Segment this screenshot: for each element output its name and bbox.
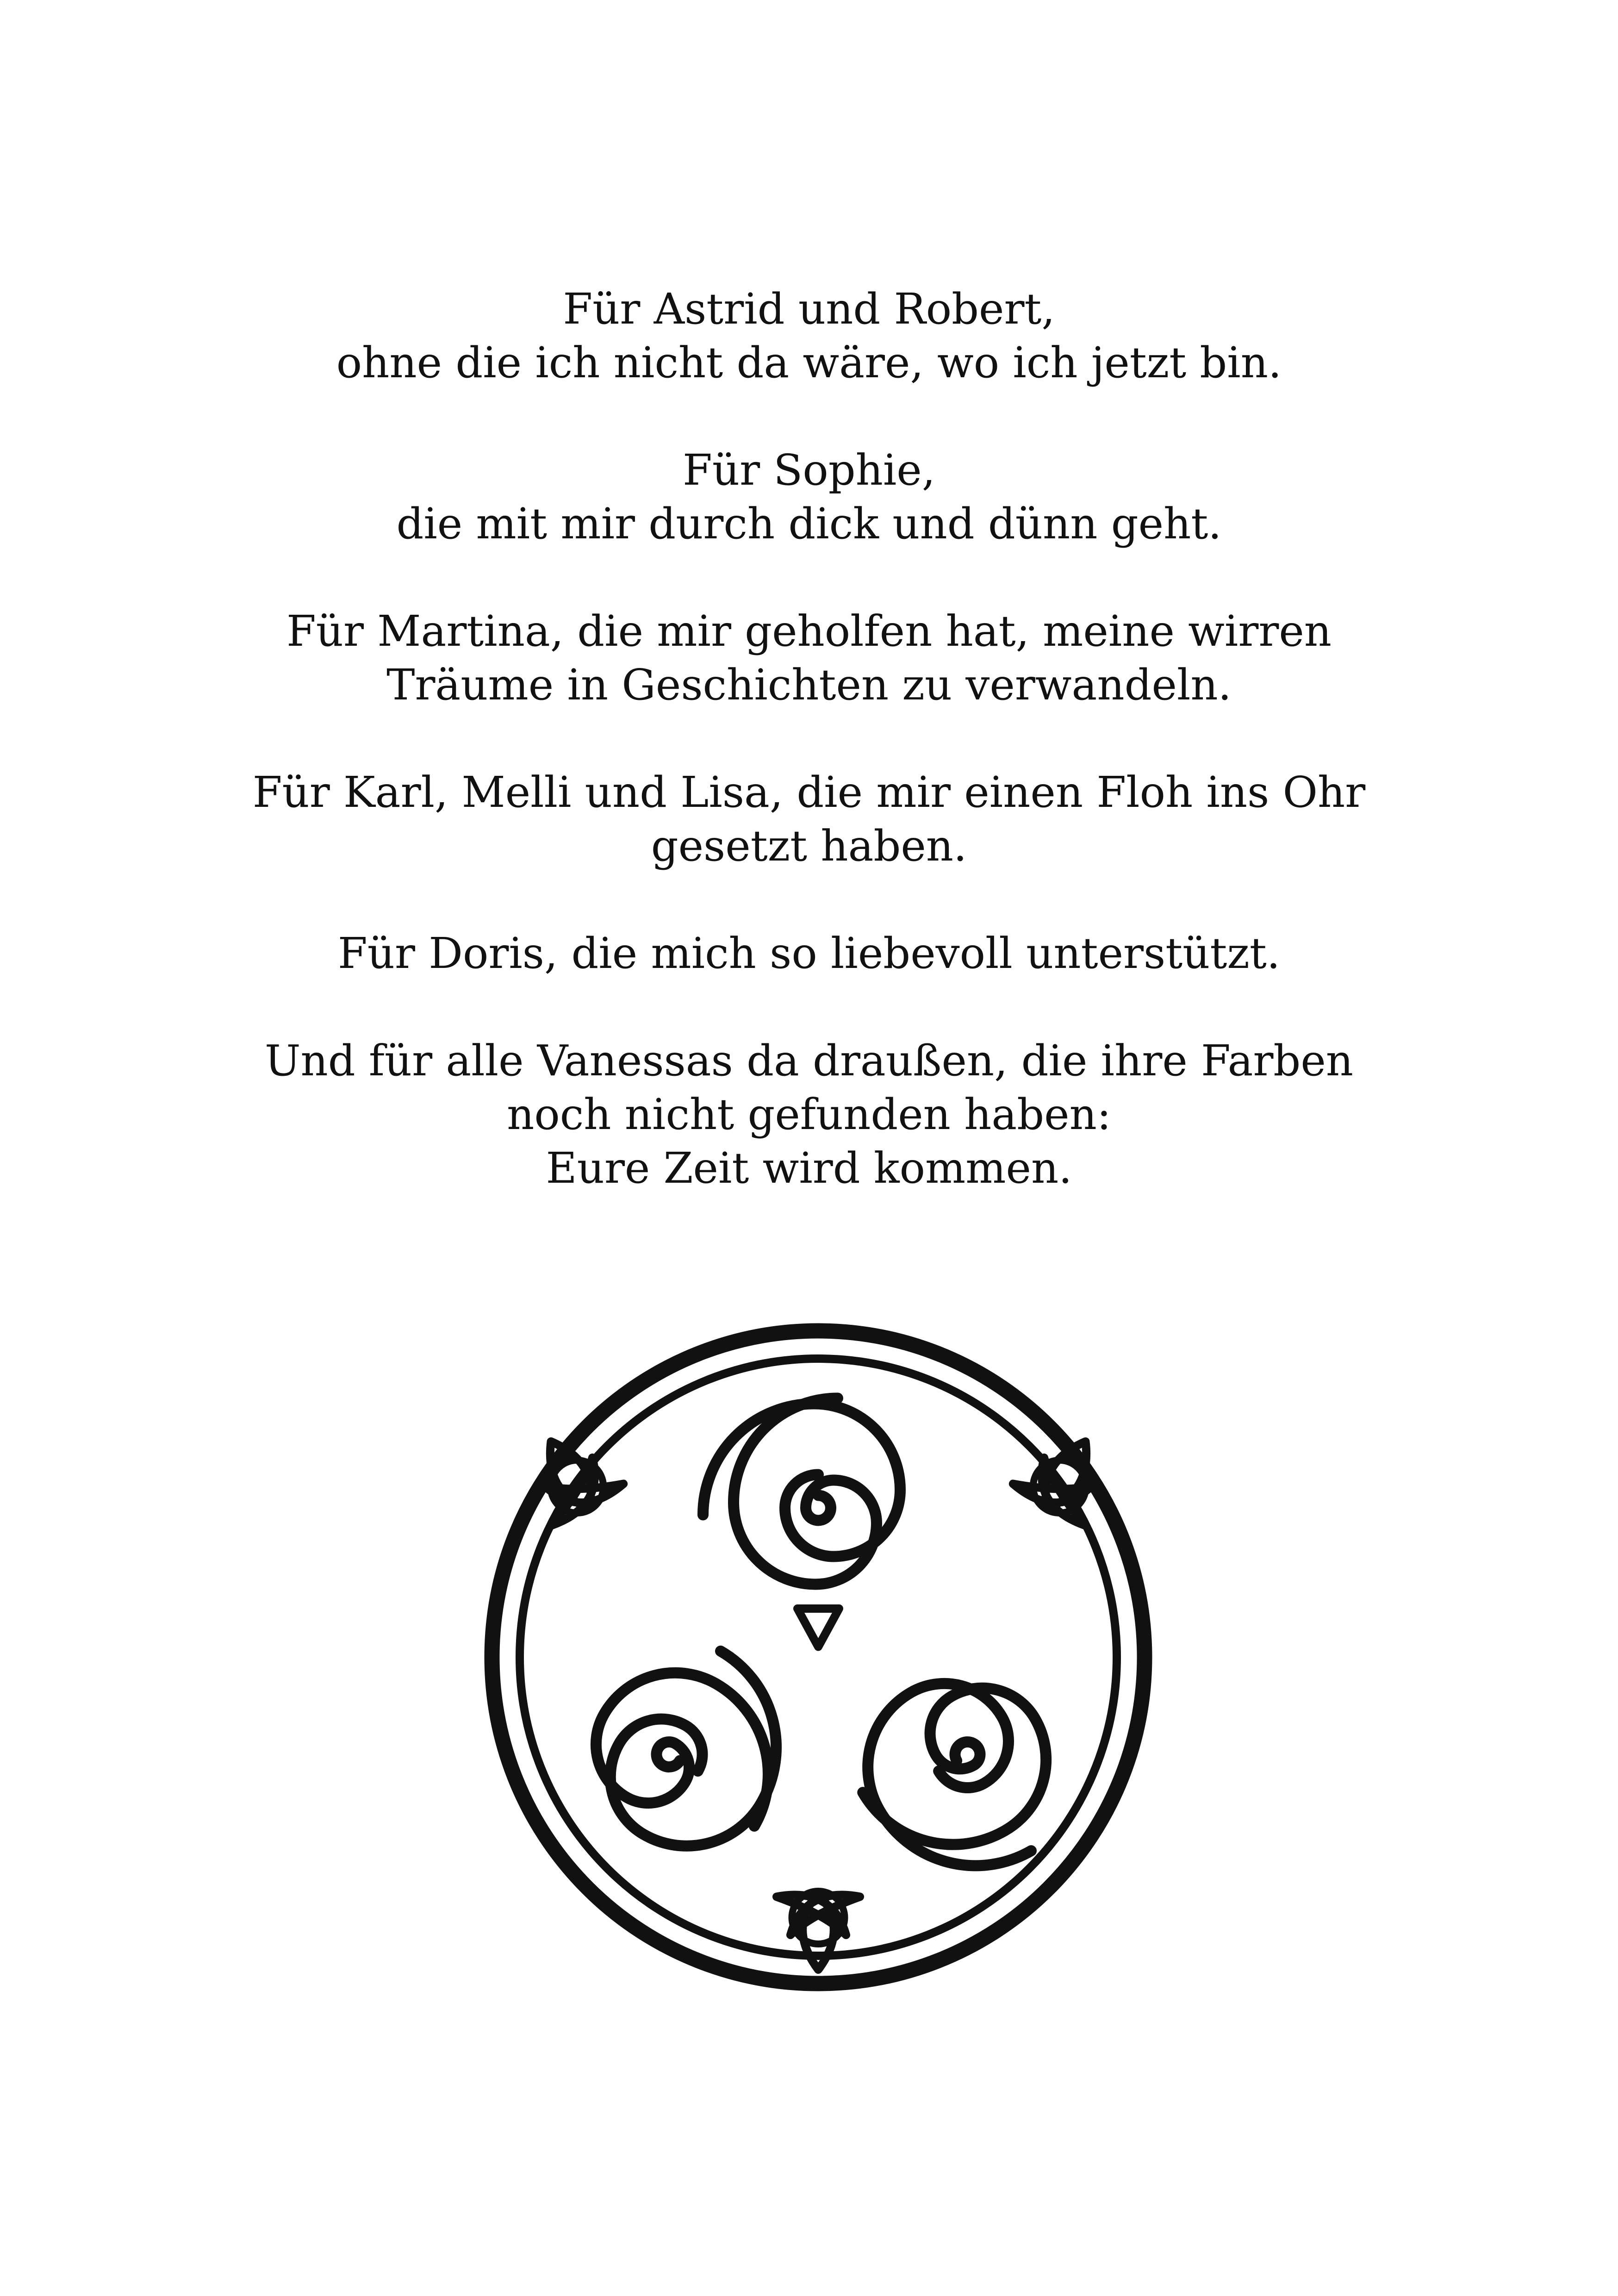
dedication-line: ohne die ich nicht da wäre, wo ich jetzt bin.	[336, 338, 1282, 387]
dedication-line: gesetzt haben.	[651, 821, 967, 871]
dedication-stanza	[0, 443, 1618, 551]
dedication-text	[0, 282, 1618, 1249]
dedication-line: Eure Zeit wird kommen.	[546, 1143, 1072, 1193]
dedication-line: Träume in Geschichten zu verwandeln.	[386, 660, 1232, 710]
celtic-triskele-knot-icon	[471, 1310, 1165, 2004]
dedication-line: Für Doris, die mich so liebevoll unterstützt.	[337, 929, 1281, 978]
dedication-stanza	[0, 605, 1618, 712]
dedication-line: Für Astrid und Robert,	[563, 284, 1055, 334]
dedication-stanza	[0, 1034, 1618, 1195]
dedication-line: Für Sophie,	[683, 445, 935, 495]
dedication-stanza	[0, 282, 1618, 390]
dedication-stanza	[0, 927, 1618, 980]
dedication-line: Für Karl, Melli und Lisa, die mir einen Floh ins Ohr	[252, 767, 1366, 817]
dedication-line: noch nicht gefunden haben:	[507, 1090, 1111, 1139]
dedication-line: die mit mir durch dick und dünn geht.	[396, 499, 1222, 549]
dedication-stanza	[0, 766, 1618, 873]
dedication-line: Und für alle Vanessas da draußen, die ihre Farben	[264, 1036, 1354, 1086]
dedication-line: Für Martina, die mir geholfen hat, meine wirren	[286, 606, 1332, 656]
